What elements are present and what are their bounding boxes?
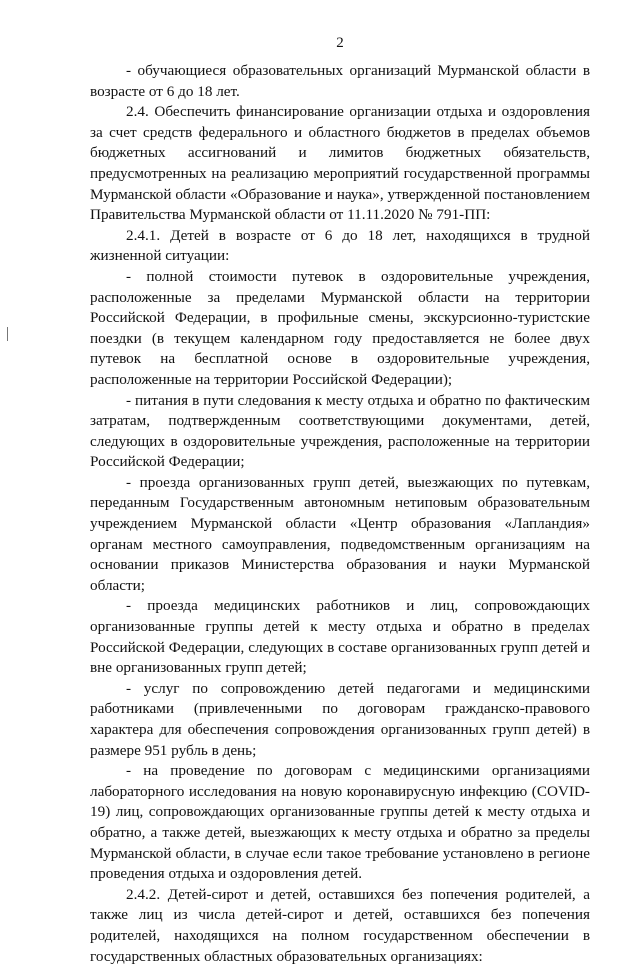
list-item-meals-en-route: - питания в пути следования к месту отдыха и обратно по фактическим затратам, подтвержденным соответствующими документами, детей, следующих в оздоровительные учреждения, расположенные на территории Российской Федерации;: [90, 391, 590, 471]
list-item-vouchers: - полной стоимости путевок в оздоровительные учреждения, расположенные за пределами Мурманской области на территории Российской Федерации, в профильные смены, экскурсионно-туристские поездки (в текущем календарном году предоставляется не более двух путевок на бесплатной основе в оздоровительные учреждения, расположенные на территории Российской Федерации);: [90, 267, 590, 388]
margin-mark: [7, 327, 8, 341]
document-body: [90, 61, 590, 967]
paragraph-2-4-financing: 2.4. Обеспечить финансирование организации отдыха и оздоровления за счет средств федерального и областного бюджетов в пределах объемов бюджетных ассигнований и лимитов бюджетных обязательств, предусмотренных на реализацию мероприятий государственной программы Мурманской области «Образование и наука», утвержденной постановлением Правительства Мурманской области от 11.11.2020 № 791-ПП:: [90, 103, 590, 224]
list-item-covid-testing: - на проведение по договорам с медицинскими организациями лабораторного исследования на новую коронавирусную инфекцию (COVID-19) лиц, сопровождающих организованные группы детей к месту отдыха и обратно, а также детей, выезжающих к месту отдыха и обратно за пределы Мурманской области, в случае если такое требование установлено в регионе проведения отдыха и оздоровления детей.: [90, 762, 590, 883]
page-number: 2: [336, 35, 344, 51]
list-item-group-travel: - проезда организованных групп детей, выезжающих по путевкам, переданным Государственным автономным нетиповым образовательным учреждением Мурманской области «Центр образования «Лапландия» органам местного самоуправления, подведомственным организациям на основании приказов Министерства образования и науки Мурманской области;: [90, 473, 590, 594]
list-item-escort-services: - услуг по сопровождению детей педагогами и медицинскими работниками (привлеченными по договорам гражданско-правового характера для обеспечения сопровождения организованных групп детей) в размере 951 рубль в день;: [90, 679, 590, 759]
paragraph-2-4-2-orphans: 2.4.2. Детей-сирот и детей, оставшихся без попечения родителей, а также лиц из числа детей-сирот и детей, оставшихся без попечения родителей, находящихся на полном государственном обеспечении в государственных областных образовательных организациях:: [90, 885, 590, 965]
list-item-medical-staff-travel: - проезда медицинских работников и лиц, сопровождающих организованные группы детей к месту отдыха и обратно в пределах Российской Федерации, следующих в составе организованных групп детей и вне организованных групп детей;: [90, 597, 590, 677]
paragraph-students-age: - обучающиеся образовательных организаций Мурманской области в возрасте от 6 до 18 лет.: [90, 62, 590, 100]
paragraph-2-4-1-children-difficult-situation: 2.4.1. Детей в возрасте от 6 до 18 лет, находящихся в трудной жизненной ситуации:: [90, 226, 590, 265]
